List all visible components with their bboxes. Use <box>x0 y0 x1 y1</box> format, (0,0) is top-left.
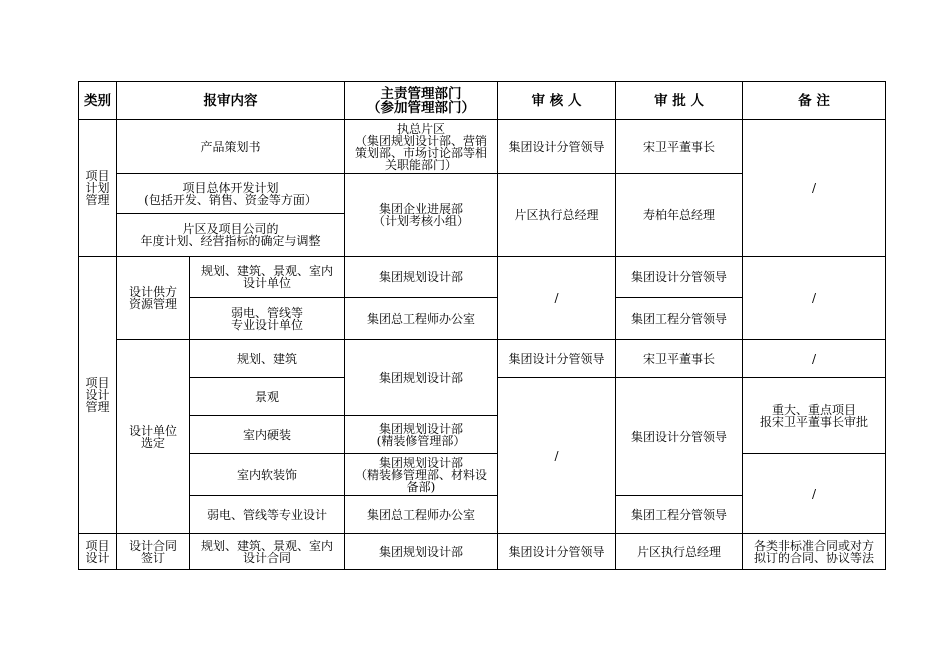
approver-cell: 集团设计分管领导 <box>616 378 743 496</box>
reviewer-cell: / <box>498 257 616 340</box>
approver-cell: 集团工程分管领导 <box>616 298 743 340</box>
reviewer-cell: 集团设计分管领导 <box>498 340 616 378</box>
remarks-cell: / <box>743 257 886 340</box>
reviewer-cell: 集团设计分管领导 <box>498 120 616 174</box>
item-cell: 弱电、管线等 专业设计单位 <box>190 298 345 340</box>
dept-cell: 集团总工程师办公室 <box>345 496 498 534</box>
table-row <box>79 454 886 496</box>
approver-cell: 宋卫平董事长 <box>616 120 743 174</box>
remarks-cell: / <box>743 340 886 378</box>
remarks-cell: 各类非标准合同或对方 拟订的合同、协议等法 <box>743 534 886 570</box>
remarks-cell: 重大、重点项目 报宋卫平董事长审批 <box>743 378 886 454</box>
item-cell: 景观 <box>190 378 345 416</box>
category-cell: 项目 计划 管理 <box>79 120 117 257</box>
dept-cell: 集团规划设计部 <box>345 534 498 570</box>
item-cell: 室内软装饰 <box>190 454 345 496</box>
dept-cell: 集团规划设计部 <box>345 340 498 416</box>
dept-cell: 集团规划设计部 （精装修管理部、材料设 备部) <box>345 454 498 496</box>
item-cell: 规划、建筑 <box>190 340 345 378</box>
header-approver: 审 批 人 <box>616 82 743 120</box>
header-dept: 主责管理部门 （参加管理部门） <box>345 82 498 120</box>
reviewer-cell: 片区执行总经理 <box>498 174 616 257</box>
content-cell: 项目总体开发计划 (包括开发、销售、资金等方面） <box>117 174 345 214</box>
header-row <box>79 82 886 120</box>
approver-cell: 片区执行总经理 <box>616 534 743 570</box>
table-row <box>79 534 886 570</box>
remarks-cell: / <box>743 120 886 257</box>
dept-cell: 执总片区 （集团规划设计部、营销 策划部、市场讨论部等相 关职能部门） <box>345 120 498 174</box>
item-cell: 规划、建筑、景观、室内 设计单位 <box>190 257 345 298</box>
content-cell: 产品策划书 <box>117 120 345 174</box>
dept-cell: 集团规划设计部 <box>345 257 498 298</box>
dept-cell: 集团企业进展部 （计划考核小组） <box>345 174 498 257</box>
approver-cell: 集团设计分管领导 <box>616 257 743 298</box>
header-content: 报审内容 <box>117 82 345 120</box>
table-row <box>79 257 886 298</box>
reviewer-cell: 集团设计分管领导 <box>498 534 616 570</box>
remarks-cell: / <box>743 454 886 534</box>
subcategory-cell: 设计合同 签订 <box>117 534 190 570</box>
dept-cell: 集团总工程师办公室 <box>345 298 498 340</box>
header-remarks: 备 注 <box>743 82 886 120</box>
item-cell: 规划、建筑、景观、室内 设计合同 <box>190 534 345 570</box>
reviewer-cell: / <box>498 378 616 534</box>
content-cell: 片区及项目公司的 年度计划、经营指标的确定与调整 <box>117 214 345 257</box>
header-reviewer: 审 核 人 <box>498 82 616 120</box>
header-category: 类别 <box>79 82 117 120</box>
table-row <box>79 120 886 174</box>
category-cell: 项目 设计 <box>79 534 117 570</box>
item-cell: 室内硬装 <box>190 416 345 454</box>
approver-cell: 宋卫平董事长 <box>616 340 743 378</box>
approver-cell: 寿柏年总经理 <box>616 174 743 257</box>
item-cell: 弱电、管线等专业设计 <box>190 496 345 534</box>
subcategory-cell: 设计供方 资源管理 <box>117 257 190 340</box>
table-row <box>79 340 886 378</box>
category-cell: 项目 设计 管理 <box>79 257 117 534</box>
subcategory-cell: 设计单位 选定 <box>117 340 190 534</box>
approver-cell: 集团工程分管领导 <box>616 496 743 534</box>
approval-authority-table <box>78 81 886 570</box>
dept-cell: 集团规划设计部 (精装修管理部） <box>345 416 498 454</box>
